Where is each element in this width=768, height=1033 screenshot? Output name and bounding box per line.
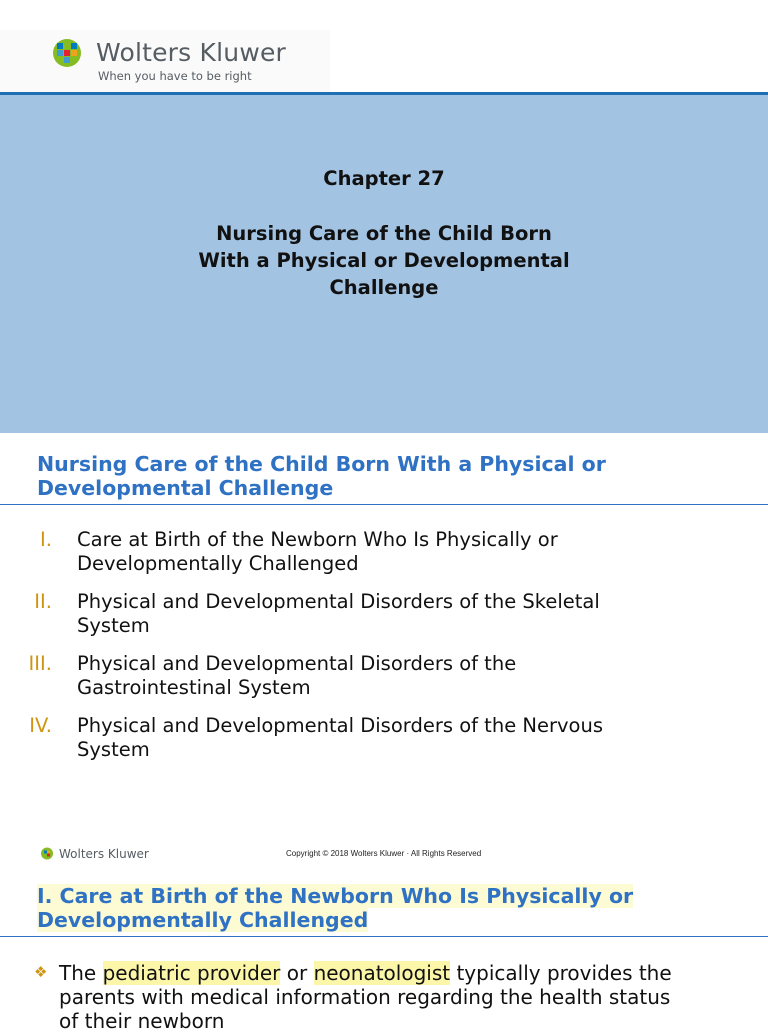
footer-brand: Wolters Kluwer [59,847,149,861]
item-numeral: I. [40,528,52,551]
body-line [59,961,759,985]
item-text [77,528,737,576]
heading-line [37,908,737,932]
footer-logo-icon [39,847,55,860]
item-numeral: IV. [29,714,52,737]
highlighted-term: neonatologist [313,961,451,985]
section-heading [37,884,737,932]
heading-line-text: Developmentally Challenged [37,908,369,932]
item-numeral: III. [28,652,52,675]
outline-divider [0,504,768,505]
title-line: With a Physical or Developmental [198,249,570,272]
body-line: of their newborn [59,1009,225,1033]
list-item [0,652,768,714]
list-item [0,714,768,776]
heading-line: Developmental Challenge [37,476,334,500]
item-text [77,590,737,638]
item-line: Developmentally Challenged [77,552,359,575]
bullet-text [59,961,759,1033]
heading-line-text: I. Care at Birth of the Newborn Who Is Physically or [37,884,634,908]
item-text [77,714,737,762]
title-slide [0,0,768,433]
title-line: Challenge [329,276,439,299]
item-line: Care at Birth of the Newborn Who Is Physically or [77,528,558,551]
highlighted-term: pediatric provider [102,961,281,985]
item-line: System [77,614,150,637]
item-line: Physical and Developmental Disorders of the Nervous [77,714,603,737]
slide-title [150,220,618,301]
outline-list [0,528,768,776]
item-line: Gastrointestinal System [77,676,311,699]
footer-copyright: Copyright © 2018 Wolters Kluwer · All Rights Reserved [286,849,482,858]
list-item [0,528,768,590]
item-line: System [77,738,150,761]
item-line: Physical and Developmental Disorders of the Skeletal [77,590,600,613]
heading-line [37,884,737,908]
diamond-bullet-icon: ❖ [34,963,48,981]
heading-line: Nursing Care of the Child Born With a Physical or [37,452,606,476]
title-line: Nursing Care of the Child Born [216,222,552,245]
brand-name: Wolters Kluwer [96,38,287,67]
section-divider [0,936,768,937]
item-numeral: II. [34,590,52,613]
list-item [0,590,768,652]
chapter-label: Chapter 27 [323,167,445,190]
outline-heading [37,452,737,500]
item-line: Physical and Developmental Disorders of the [77,652,517,675]
body-text-run: or [280,961,314,985]
body-text-run: The [59,961,103,985]
brand-tagline: When you have to be right [98,69,252,83]
item-text [77,652,737,700]
body-text-run: typically provides the [450,961,672,985]
body-line: parents with medical information regarding the health status [59,985,671,1009]
wolters-kluwer-logo-icon [48,38,86,68]
